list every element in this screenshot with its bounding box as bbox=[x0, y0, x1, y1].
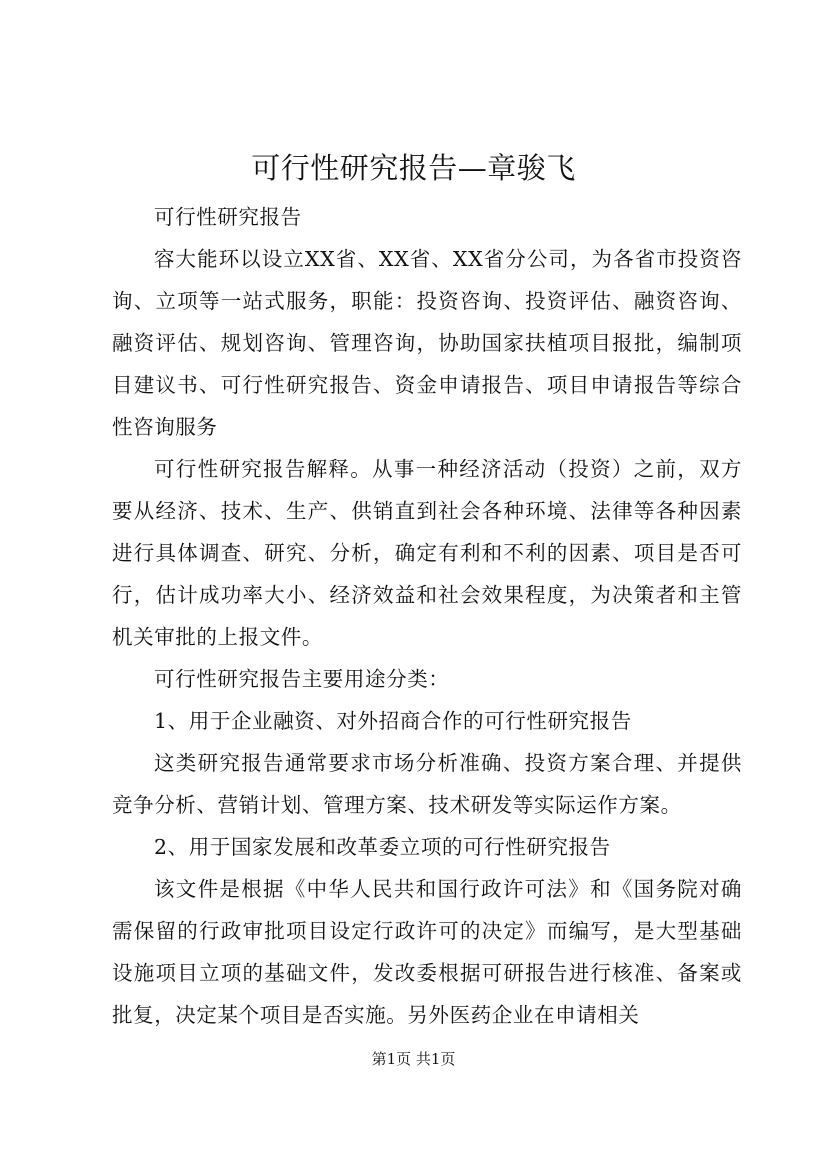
document-body bbox=[112, 196, 742, 1036]
paragraph-usage-1-detail: 这类研究报告通常要求市场分析准确、投资方案合理、并提供竞争分析、营销计划、管理方案、技术研发等实际运作方案。 bbox=[112, 751, 742, 817]
paragraph-company-intro: 容大能环以设立XX省、XX省、XX省分公司，为各省市投资咨询、立项等一站式服务，职能：投资咨询、投资评估、融资咨询、融资评估、规划咨询、管理咨询，协助国家扶植项目报批，编制项目建议书、可行性研究报告、资金申请报告、项目申请报告等综合性咨询服务 bbox=[112, 247, 742, 439]
page-footer: 第1页 共1页 bbox=[371, 1050, 456, 1068]
paragraph-usage-2: 2、用于国家发展和改革委立项的可行性研究报告 bbox=[154, 835, 611, 859]
document-title: 可行性研究报告—章骏飞 bbox=[251, 151, 576, 185]
paragraph-usage-2-detail: 该文件是根据《中华人民共和国行政许可法》和《国务院对确需保留的行政审批项目设定行政许可的决定》而编写，是大型基础设施项目立项的基础文件，发改委根据可研报告进行核准、备案或批复，决定某个项目是否实施。另外医药企业在申请相关 bbox=[112, 877, 742, 1027]
paragraph-definition: 可行性研究报告解释。从事一种经济活动（投资）之前，双方要从经济、技术、生产、供销直到社会各种环境、法律等各种因素进行具体调查、研究、分析，确定有利和不利的因素、项目是否可行，估计成功率大小、经济效益和社会效果程度，为决策者和主管机关审批的上报文件。 bbox=[112, 457, 742, 649]
paragraph-usage-1: 1、用于企业融资、对外招商合作的可行性研究报告 bbox=[154, 709, 632, 733]
paragraph-heading: 可行性研究报告 bbox=[154, 205, 302, 229]
paragraph-usage-heading: 可行性研究报告主要用途分类： bbox=[154, 667, 450, 691]
